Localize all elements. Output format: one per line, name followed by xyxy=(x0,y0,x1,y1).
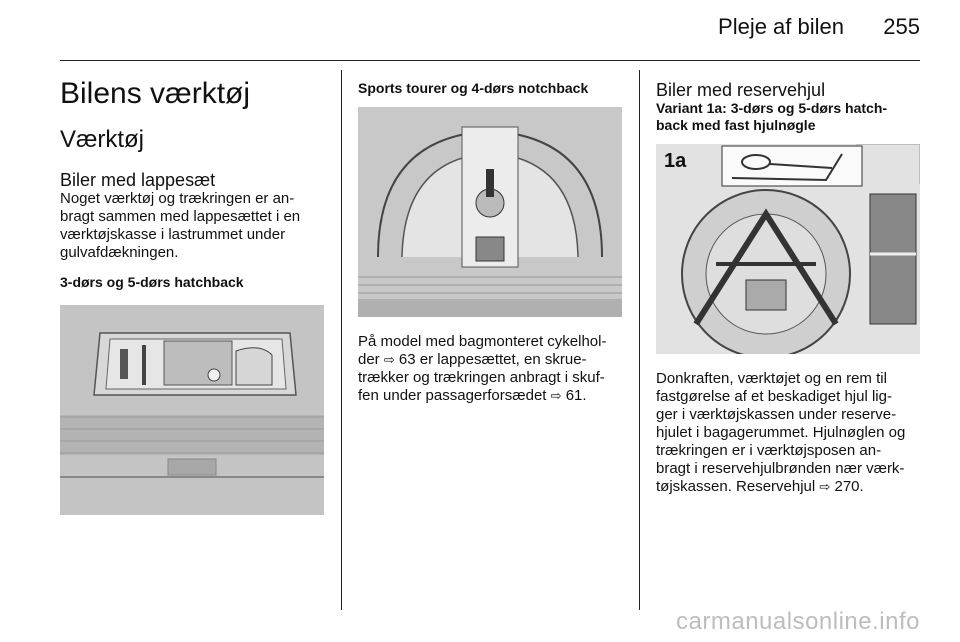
figure-caption: 3-dørs og 5-dørs hatchback xyxy=(60,274,244,290)
hatchback-toolbox-figure xyxy=(60,305,324,515)
page-reference-arrow-icon: ⇨ xyxy=(819,479,831,494)
page-title: Bilens værktøj xyxy=(60,77,251,110)
figure-caption: Sports tourer og 4-dørs notchback xyxy=(358,80,589,96)
column-1 xyxy=(60,70,324,515)
spare-wheel-figure xyxy=(656,144,920,354)
page-number: 255 xyxy=(883,14,920,39)
subsection-heading: Biler med reservehjul xyxy=(656,80,826,100)
header-rule xyxy=(60,60,920,61)
page-reference-arrow-icon: ⇨ xyxy=(550,388,562,403)
figure-label: 1a xyxy=(664,150,687,172)
subsection-heading: Biler med lappesæt xyxy=(60,170,216,190)
column-2 xyxy=(358,70,622,405)
column-divider-1 xyxy=(341,70,342,610)
variant-heading: Variant 1a: 3-dørs og 5-dørs hatch- back med fast hjulnøgle xyxy=(656,100,888,133)
column-divider-2 xyxy=(639,70,640,610)
page-reference-arrow-icon: ⇨ xyxy=(383,352,395,367)
watermark: carmanualsonline.info xyxy=(676,608,920,635)
section-heading: Værktøj xyxy=(60,126,144,153)
sports-tourer-figure xyxy=(358,107,622,317)
body-text: Donkraften, værktøjet og en rem til fastgørelse af et beskadiget hjul lig- ger i værktøjskassen under reserve- hjulet i bagagerummet. Hjulnøglen og trækringen er i værktøjsposen an- bragt i reservehjulbrønden nær værk- tøjskassen. Reservehjul ⇨ 270. xyxy=(656,370,906,495)
header-title: Pleje af bilen xyxy=(718,14,844,39)
body-text: På model med bagmonteret cykelhol- der ⇨ 63 er lappesættet, en skrue- trækker og trækringen anbragt i skuf- fen under passagerforsædet ⇨ 61. xyxy=(358,333,607,404)
body-text: Noget værktøj og trækringen er an- bragt sammen med lappesættet i en værktøjskasse i lastrummet under gulvafdækningen. xyxy=(60,190,301,261)
column-3 xyxy=(656,70,920,496)
